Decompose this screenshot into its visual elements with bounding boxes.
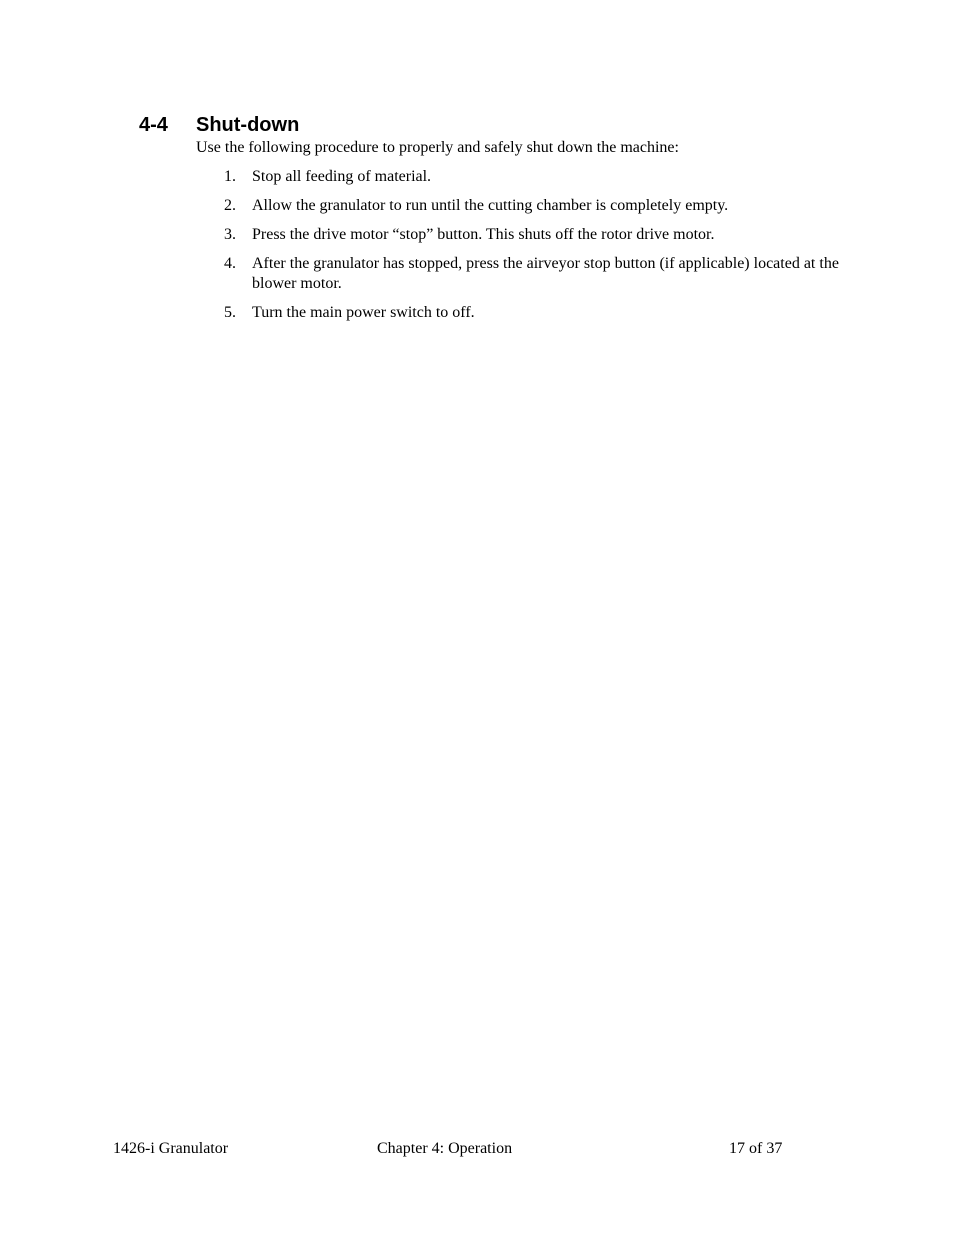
procedure-step (224, 225, 844, 245)
step-number: 1. (224, 168, 236, 185)
step-text: After the granulator has stopped, press the airveyor stop button (if applicable) located at the blower motor. (252, 255, 839, 292)
section-title: Shut-down (196, 114, 300, 136)
step-number: 4. (224, 255, 236, 272)
step-text: Allow the granulator to run until the cutting chamber is completely empty. (252, 197, 729, 214)
procedure-step (224, 254, 844, 294)
footer-document-title: 1426-i Granulator (113, 1140, 229, 1157)
step-text: Press the drive motor “stop” button. This shuts off the rotor drive motor. (252, 226, 715, 243)
procedure-step (224, 196, 844, 216)
section-number: 4-4 (139, 114, 168, 136)
procedure-list (224, 167, 844, 332)
step-text: Turn the main power switch to off. (252, 304, 475, 321)
procedure-step (224, 303, 844, 323)
step-text: Stop all feeding of material. (252, 168, 432, 185)
intro-paragraph: Use the following procedure to properly and safely shut down the machine: (196, 139, 679, 156)
step-number: 2. (224, 197, 236, 214)
section-heading (139, 112, 299, 138)
step-number: 5. (224, 304, 236, 321)
footer-chapter: Chapter 4: Operation (377, 1140, 513, 1157)
footer-page-number: 17 of 37 (729, 1140, 783, 1157)
procedure-step (224, 167, 844, 187)
step-number: 3. (224, 226, 236, 243)
